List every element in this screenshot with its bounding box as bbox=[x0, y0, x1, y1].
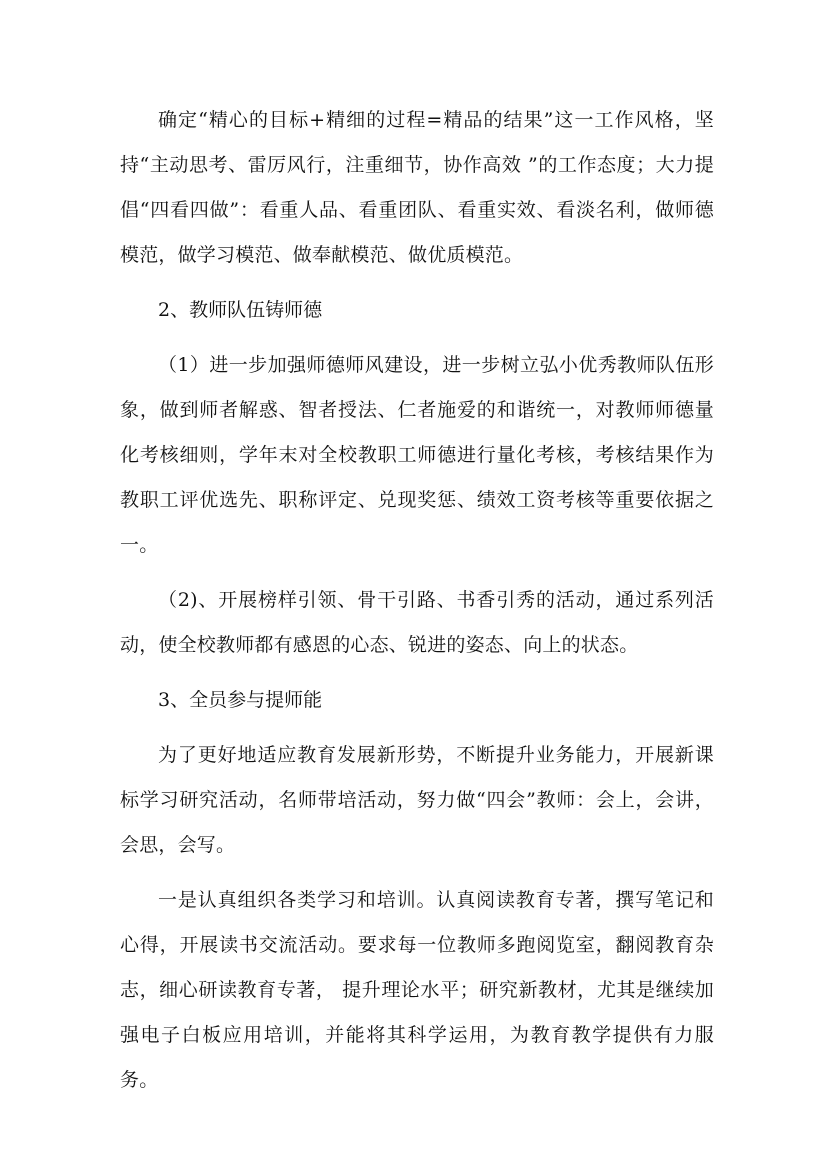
paragraph-role-model-activities: （2)、开展榜样引领、骨干引路、书香引秀的活动，通过系列活动，使全校教师都有感恩的心态、锐进的姿态、向上的状态。 bbox=[120, 589, 714, 656]
paragraph-gap bbox=[120, 668, 714, 678]
paragraph-study-and-training: 一是认真组织各类学习和培训。认真阅读教育专著，撰写笔记和心得，开展读书交流活动。要求每一位教师多跑阅览室，翻阅教育杂志，细心研读教育专著， 提升理论水平；研究新教材，尤其是继续加强电子白板应用培训，并能将其科学运用，为教育教学提供有力服务。 bbox=[120, 889, 714, 1091]
paragraph-work-style: 确定“精心的目标+精细的过程=精品的结果”这一工作风格，坚持“主动思考、雷厉风行，注重细节，协作高效 ”的工作态度；大力提倡“四看四做”：看重人品、看重团队、看重实效、看淡名利，做师德模范，做学习模范、做奉献模范、做优质模范。 bbox=[120, 109, 714, 266]
section-heading-teacher-ethics: 2、教师队伍铸师德 bbox=[158, 299, 323, 321]
paragraph-gap bbox=[120, 278, 714, 288]
paragraph-gap bbox=[120, 568, 714, 578]
paragraph-gap bbox=[120, 868, 714, 878]
paragraph-gap bbox=[120, 333, 714, 343]
section-heading-teacher-ability: 3、全员参与提师能 bbox=[158, 689, 323, 711]
paragraph-four-skills: 为了更好地适应教育发展新形势，不断提升业务能力，开展新课标学习研究活动，名师带培活动，努力做“四会”教师：会上，会讲，会思，会写。 bbox=[120, 744, 714, 856]
document-page bbox=[120, 98, 714, 1103]
paragraph-ethics-construction: （1）进一步加强师德师风建设，进一步树立弘小优秀教师队伍形象，做到师者解惑、智者授法、仁者施爱的和谐统一，对教师师德量化考核细则，学年末对全校教职工师德进行量化考核，考核结果作为教职工评优选先、职称评定、兑现奖惩、绩效工资考核等重要依据之一。 bbox=[120, 354, 714, 556]
paragraph-gap bbox=[120, 723, 714, 733]
